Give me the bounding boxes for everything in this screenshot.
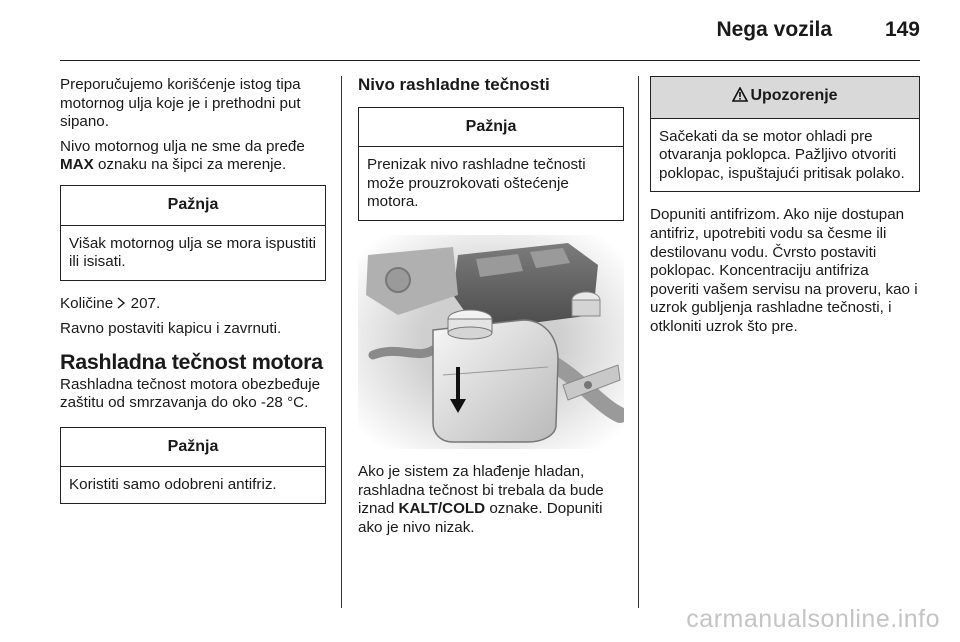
paragraph: Preporučujemo korišćenje istog tipa motornog ulja koje je i prethodni put sipano.: [60, 76, 301, 131]
paragraph-text: oznake. Dopuniti ako je nivo nizak.: [358, 500, 603, 536]
warning-box: [650, 76, 920, 192]
notice-title: Pažnja: [61, 186, 325, 226]
paragraph-text: Ako je sistem za hlađenje hladan, rashladna tečnost bi trebala da bude iznad: [358, 462, 604, 518]
warning-triangle-icon: [732, 87, 748, 108]
page-number: 149: [884, 18, 920, 41]
notice-body: Prenizak nivo rashladne tečnosti može prouzrokovati oštećenje motora.: [367, 156, 586, 211]
watermark: carmanualsonline.info: [686, 605, 940, 633]
paragraph: [60, 138, 326, 175]
column-right: [650, 76, 920, 343]
section-title: Nega vozila: [716, 18, 832, 41]
notice-body: Koristiti samo odobreni antifriz.: [69, 476, 277, 494]
notice-box: [60, 185, 326, 281]
paragraph: Dopuniti antifrizom. Ako nije dostupan antifriz, upotrebiti vodu sa česme ili destilovanu vodu. Čvrsto postaviti poklopac. Koncentraciju antifriza poveriti vašem servisu na proveru, kao i uzrok gubljenja rashladne tečnosti, i otkloniti uzrok što pre.: [650, 206, 918, 335]
arrow-ref-icon: [117, 296, 126, 315]
column-middle: [358, 76, 624, 543]
column-divider: [341, 76, 342, 608]
warning-body: Sačekati da se motor ohladi pre otvaranja poklopca. Pažljivo otvoriti poklopac, ispuštajući pritisak polako.: [659, 127, 905, 182]
column-divider: [638, 76, 639, 608]
column-left: [60, 76, 326, 518]
paragraph-text: oznaku na šipci za merenje.: [93, 156, 287, 174]
section-heading: Rashladna tečnost motora: [60, 349, 323, 374]
paragraph-text: Količine: [60, 294, 114, 312]
kalt-cold-mark: KALT/COLD: [398, 500, 486, 518]
notice-body: Višak motornog ulja se mora ispustiti ili isisati.: [69, 234, 317, 271]
paragraph-text: Nivo motornog ulja ne sme da pređe: [60, 137, 305, 155]
notice-title: Pažnja: [359, 108, 623, 148]
warning-header: [651, 77, 919, 119]
paragraph: Rashladna tečnost motora obezbeđuje zaštitu od smrzavanja do oko -28 °C.: [60, 375, 321, 412]
page-header: [60, 0, 920, 61]
notice-title: Pažnja: [61, 428, 325, 468]
max-mark: MAX: [60, 156, 94, 174]
coolant-reservoir-illustration: [358, 235, 624, 449]
notice-box: [60, 427, 326, 504]
notice-box: [358, 107, 624, 221]
subsection-heading: Nivo rashladne tečnosti: [358, 75, 550, 94]
page-reference: 207.: [130, 294, 161, 312]
warning-title: Upozorenje: [750, 87, 838, 104]
quantities-reference[interactable]: [60, 295, 326, 315]
paragraph: Ravno postaviti kapicu i zavrnuti.: [60, 320, 282, 338]
paragraph: [358, 463, 624, 537]
